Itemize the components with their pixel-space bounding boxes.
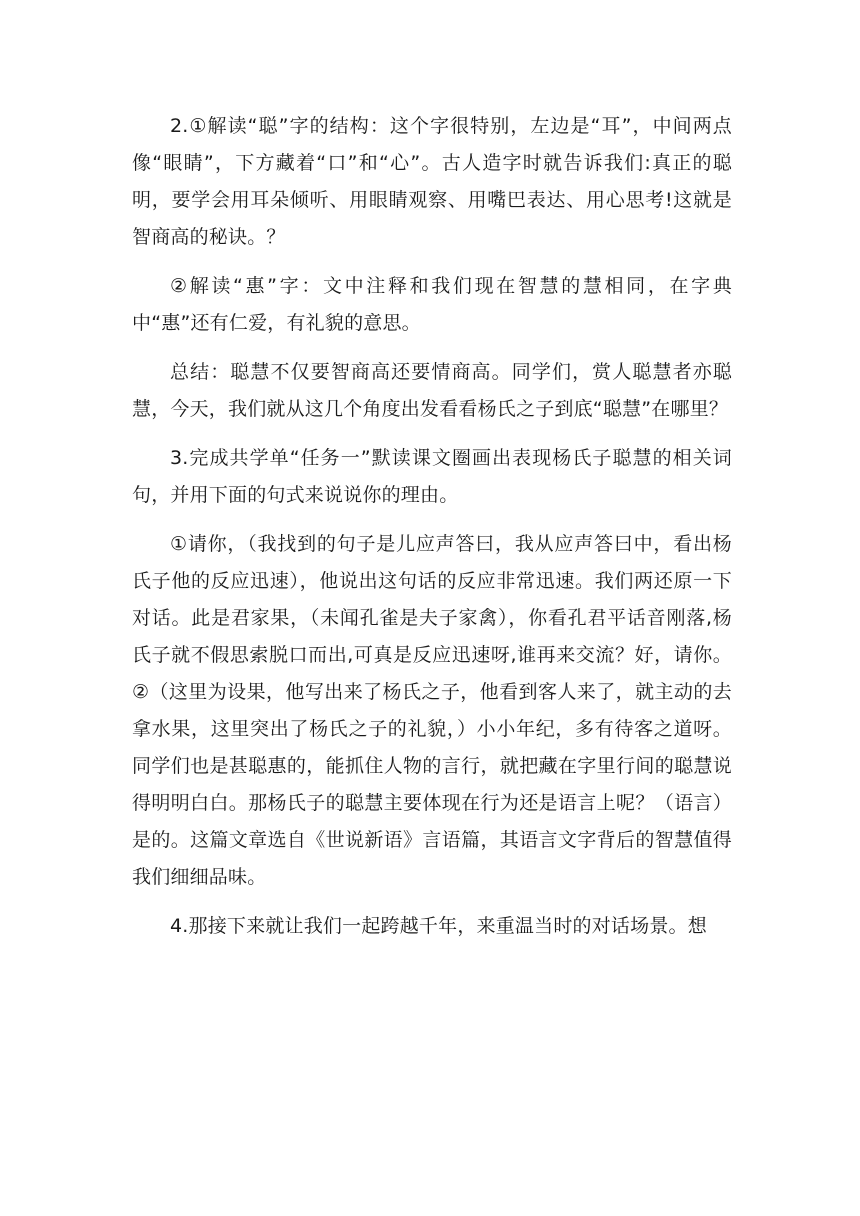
paragraph-2: ②解读“惠”字：文中注释和我们现在智慧的慧相同，在字典中“惠”还有仁爱，有礼貌的意思。 xyxy=(132,275,732,334)
paragraph-1: 2.①解读“聪”字的结构：这个字很特别，左边是“耳”，中间两点像“眼睛”，下方藏着“口”和“心”。古人造字时就告诉我们:真正的聪明，要学会用耳朵倾听、用眼睛观察、用嘴巴表达、用心思考!这就是智商高的秘诀。？ xyxy=(132,115,732,248)
paragraph-4: 3.完成共学单“任务一”默读课文圈画出表现杨氏子聪慧的相关词句，并用下面的句式来说说你的理由。 xyxy=(132,447,732,506)
paragraph-3: 总结：聪慧不仅要智商高还要情商高。同学们，赏人聪慧者亦聪慧，今天，我们就从这几个角度出发看看杨氏之子到底“聪慧”在哪里？ xyxy=(132,361,732,420)
paragraph-5: ①请你，（我找到的句子是儿应声答曰，我从应声答曰中，看出杨氏子他的反应迅速），他说出这句话的反应非常迅速。我们两还原一下对话。此是君家果，（未闻孔雀是夫子家禽），你看孔君平话音刚落,杨氏子就不假思索脱口而出,可真是反应迅速呀,谁再来交流？好，请你。②（这里为设果，他写出来了杨氏之子，他看到客人来了，就主动的去拿水果，这里突出了杨氏之子的礼貌，）小小年纪，多有待客之道呀。同学们也是甚聪惠的，能抓住人物的言行，就把藏在字里行间的聪慧说得明明白白。那杨氏子的聪慧主要体现在行为还是语言上呢？（语言）是的。这篇文章选自《世说新语》言语篇，其语言文字背后的智慧值得我们细细品味。 xyxy=(132,533,732,888)
paragraph-6: 4.那接下来就让我们一起跨越千年，来重温当时的对话场景。想 xyxy=(170,915,707,937)
